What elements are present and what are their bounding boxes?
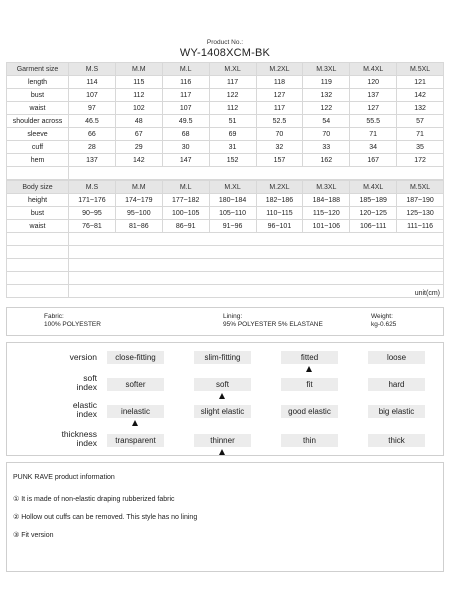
size-header: M.5XL: [397, 181, 444, 194]
soft-option: softer: [107, 378, 164, 391]
table-cell: 185~189: [350, 194, 397, 207]
table-cell: 142: [115, 154, 162, 167]
table-cell: 114: [69, 76, 116, 89]
table-cell: 111~116: [397, 220, 444, 233]
table-cell: 107: [69, 89, 116, 102]
table-row: [7, 76, 444, 89]
table-cell: 28: [69, 141, 116, 154]
table-cell: 102: [115, 102, 162, 115]
selected-indicator-arrow-icon: [306, 366, 312, 372]
thickness-index-label: [7, 430, 97, 448]
size-header: M.L: [162, 63, 209, 76]
unit-row: [7, 285, 444, 298]
table-cell: 142: [397, 89, 444, 102]
table-row: [7, 207, 444, 220]
table-row: [7, 141, 444, 154]
table-cell: 105~110: [209, 207, 256, 220]
row-label: height: [7, 194, 69, 207]
weight-label: Weight:: [371, 313, 393, 320]
row-label: shoulder across: [7, 115, 69, 128]
table-row: [7, 220, 444, 233]
table-cell: 95~100: [115, 207, 162, 220]
selected-indicator-arrow-icon: [219, 449, 225, 455]
version-label: version: [69, 352, 97, 362]
soft-index-label-line-2: index: [76, 382, 97, 392]
selected-indicator-arrow-icon: [219, 393, 225, 399]
fabric-value: 100% POLYESTER: [44, 321, 101, 328]
body-header-row: [7, 181, 444, 194]
size-header: M.5XL: [397, 63, 444, 76]
elastic-index-row: [7, 401, 443, 429]
product-header: [0, 39, 450, 59]
table-cell: 180~184: [209, 194, 256, 207]
table-cell: 71: [397, 128, 444, 141]
empty-row: [7, 233, 444, 246]
fit-index-box: [6, 342, 444, 456]
empty-cell: [7, 246, 69, 259]
row-label: hem: [7, 154, 69, 167]
table-cell: 76~81: [69, 220, 116, 233]
table-cell: 157: [256, 154, 303, 167]
table-cell: 187~190: [397, 194, 444, 207]
empty-cell: [7, 167, 69, 180]
soft-option: fit: [281, 378, 338, 391]
table-cell: 174~179: [115, 194, 162, 207]
row-label: cuff: [7, 141, 69, 154]
size-header: M.S: [69, 181, 116, 194]
table-cell: 137: [350, 89, 397, 102]
empty-row: [7, 259, 444, 272]
table-cell: 112: [209, 102, 256, 115]
lining-value: 95% POLYESTER 5% ELASTANE: [223, 321, 323, 328]
table-cell: 33: [303, 141, 350, 154]
empty-cell: [69, 272, 444, 285]
table-cell: 177~182: [162, 194, 209, 207]
table-row: [7, 115, 444, 128]
version-option: fitted: [281, 351, 338, 364]
soft-index-label-line-1: soft: [83, 373, 97, 383]
table-cell: 117: [162, 89, 209, 102]
table-cell: 100~105: [162, 207, 209, 220]
table-row: [7, 89, 444, 102]
row-label: bust: [7, 207, 69, 220]
size-header: M.M: [115, 181, 162, 194]
table-row: [7, 194, 444, 207]
table-cell: 115: [115, 76, 162, 89]
soft-option: hard: [368, 378, 425, 391]
empty-cell: [69, 246, 444, 259]
table-cell: 49.5: [162, 115, 209, 128]
thickness-index-row: [7, 430, 443, 458]
table-cell: 117: [209, 76, 256, 89]
garment-size-table: [6, 62, 444, 180]
table-cell: 66: [69, 128, 116, 141]
fabric-cell: [44, 313, 101, 329]
table-cell: 137: [69, 154, 116, 167]
size-header: M.M: [115, 63, 162, 76]
size-header: M.2XL: [256, 63, 303, 76]
garment-header-row: [7, 63, 444, 76]
table-cell: 71: [350, 128, 397, 141]
table-cell: 81~86: [115, 220, 162, 233]
table-cell: 116: [162, 76, 209, 89]
soft-option: soft: [194, 378, 251, 391]
table-cell: 125~130: [397, 207, 444, 220]
size-header: M.4XL: [350, 63, 397, 76]
size-header: M.4XL: [350, 181, 397, 194]
table-cell: 86~91: [162, 220, 209, 233]
size-header: M.XL: [209, 181, 256, 194]
table-cell: 184~188: [303, 194, 350, 207]
row-label: sleeve: [7, 128, 69, 141]
table-cell: 118: [256, 76, 303, 89]
table-cell: 152: [209, 154, 256, 167]
soft-index-row: [7, 374, 443, 402]
empty-cell: [7, 272, 69, 285]
table-cell: 171~176: [69, 194, 116, 207]
size-header: M.XL: [209, 63, 256, 76]
table-cell: 162: [303, 154, 350, 167]
elastic-option: inelastic: [107, 405, 164, 418]
fabric-label: Fabric:: [44, 313, 64, 320]
table-cell: 112: [115, 89, 162, 102]
table-cell: 51: [209, 115, 256, 128]
empty-cell: [69, 233, 444, 246]
fabric-info-box: [6, 307, 444, 336]
table-cell: 132: [397, 102, 444, 115]
empty-cell: [69, 167, 444, 180]
table-cell: 120: [350, 76, 397, 89]
thickness-index-label-line-2: index: [76, 438, 97, 448]
table-cell: 29: [115, 141, 162, 154]
thickness-option: thick: [368, 434, 425, 447]
table-cell: 167: [350, 154, 397, 167]
elastic-option: good elastic: [281, 405, 338, 418]
elastic-option: slight elastic: [194, 405, 251, 418]
table-row: [7, 128, 444, 141]
elastic-index-label-line-2: index: [76, 409, 97, 419]
empty-cell: [7, 233, 69, 246]
table-cell: 54: [303, 115, 350, 128]
table-cell: 67: [115, 128, 162, 141]
table-cell: 182~186: [256, 194, 303, 207]
elastic-index-label-line-1: elastic: [72, 400, 97, 410]
table-cell: 147: [162, 154, 209, 167]
table-cell: 69: [209, 128, 256, 141]
table-cell: 101~106: [303, 220, 350, 233]
thickness-index-label-line-1: thickness: [61, 429, 97, 439]
size-header: M.3XL: [303, 181, 350, 194]
table-cell: 106~111: [350, 220, 397, 233]
elastic-index-label: [7, 401, 97, 419]
table-cell: 120~125: [350, 207, 397, 220]
garment-size-header: Garment size: [7, 63, 69, 76]
empty-cell: [69, 259, 444, 272]
table-cell: 97: [69, 102, 116, 115]
table-cell: 119: [303, 76, 350, 89]
table-cell: 57: [397, 115, 444, 128]
empty-cell: [7, 285, 69, 298]
table-cell: 115~120: [303, 207, 350, 220]
size-header: M.3XL: [303, 63, 350, 76]
table-cell: 110~115: [256, 207, 303, 220]
selected-indicator-arrow-icon: [132, 420, 138, 426]
version-option: loose: [368, 351, 425, 364]
version-option: close-fitting: [107, 351, 164, 364]
table-cell: 122: [209, 89, 256, 102]
table-cell: 55.5: [350, 115, 397, 128]
info-item-1: ① It is made of non-elastic draping rubberized fabric: [13, 496, 175, 503]
info-item-2: ② Hollow out cuffs can be removed. This style has no lining: [13, 514, 198, 521]
weight-cell: [371, 313, 396, 329]
table-cell: 35: [397, 141, 444, 154]
product-info-title: PUNK RAVE product information: [13, 474, 115, 481]
version-option: slim-fitting: [194, 351, 251, 364]
table-cell: 30: [162, 141, 209, 154]
table-cell: 122: [303, 102, 350, 115]
body-size-header: Body size: [7, 181, 69, 194]
table-cell: 107: [162, 102, 209, 115]
row-label: waist: [7, 102, 69, 115]
empty-row: [7, 272, 444, 285]
unit-label: unit(cm): [69, 285, 444, 298]
table-cell: 172: [397, 154, 444, 167]
table-cell: 127: [350, 102, 397, 115]
lining-label: Lining:: [223, 313, 243, 320]
empty-row: [7, 167, 444, 180]
size-header: M.L: [162, 181, 209, 194]
table-cell: 96~101: [256, 220, 303, 233]
product-number-label: Product No.:: [206, 39, 244, 46]
table-cell: 70: [256, 128, 303, 141]
info-item-3: ③ Fit version: [13, 532, 54, 539]
lining-cell: [223, 313, 323, 329]
table-cell: 121: [397, 76, 444, 89]
product-code: WY-1408XCM-BK: [179, 47, 271, 59]
table-cell: 127: [256, 89, 303, 102]
empty-row: [7, 246, 444, 259]
table-cell: 90~95: [69, 207, 116, 220]
empty-cell: [7, 259, 69, 272]
row-label: waist: [7, 220, 69, 233]
table-cell: 34: [350, 141, 397, 154]
elastic-option: big elastic: [368, 405, 425, 418]
table-cell: 31: [209, 141, 256, 154]
table-cell: 48: [115, 115, 162, 128]
body-size-table: [6, 180, 444, 298]
row-label: length: [7, 76, 69, 89]
table-cell: 46.5: [69, 115, 116, 128]
thickness-option: thinner: [194, 434, 251, 447]
table-row: [7, 154, 444, 167]
table-cell: 132: [303, 89, 350, 102]
table-cell: 52.5: [256, 115, 303, 128]
weight-value: kg-0.625: [371, 321, 397, 328]
thickness-option: thin: [281, 434, 338, 447]
table-cell: 32: [256, 141, 303, 154]
table-cell: 117: [256, 102, 303, 115]
table-cell: 91~96: [209, 220, 256, 233]
table-cell: 70: [303, 128, 350, 141]
size-header: M.2XL: [256, 181, 303, 194]
soft-index-label: [7, 374, 97, 392]
table-cell: 68: [162, 128, 209, 141]
thickness-option: transparent: [107, 434, 164, 447]
product-info-box: [6, 462, 444, 572]
size-header: M.S: [69, 63, 116, 76]
row-label: bust: [7, 89, 69, 102]
table-row: [7, 102, 444, 115]
